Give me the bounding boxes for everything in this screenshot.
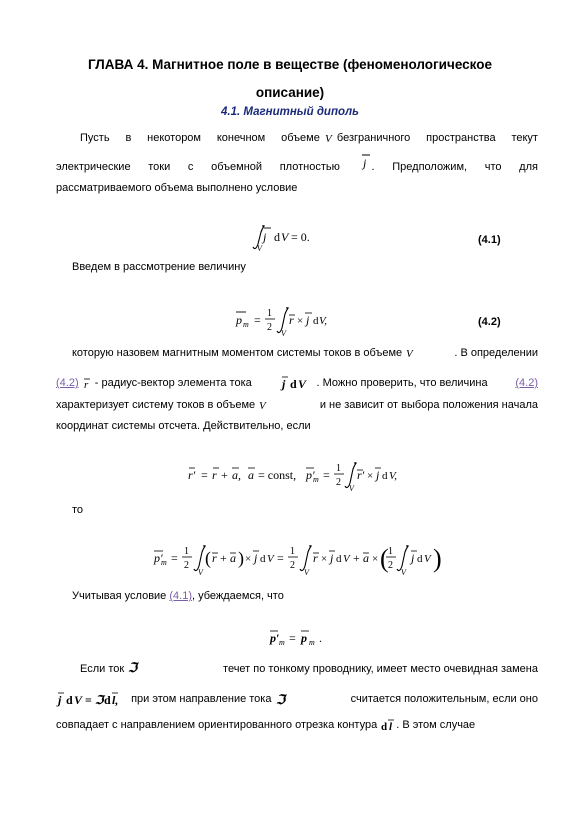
svg-text:j: j — [330, 551, 334, 565]
reference-link-4-2[interactable]: (4.2) — [515, 377, 538, 389]
svg-text:p: p — [236, 313, 242, 327]
svg-text:+: + — [353, 551, 360, 565]
text-run: характеризует систему токов в объеме V — [56, 398, 270, 412]
svg-text:1: 1 — [184, 546, 189, 557]
paragraph-line-3: рассматриваемого объема выполнено условие — [56, 182, 298, 194]
equation-substitution-image — [56, 690, 128, 708]
svg-text:V: V — [74, 693, 83, 707]
svg-text:j: j — [362, 156, 366, 171]
svg-text:1: 1 — [290, 546, 295, 557]
word: с — [187, 161, 194, 173]
svg-text:p′: p′ — [270, 631, 280, 645]
svg-text:+: + — [221, 468, 228, 482]
svg-text:r: r — [83, 379, 88, 391]
symbol-dl-image — [380, 718, 396, 732]
svg-text:a: a — [248, 468, 254, 482]
svg-text:1: 1 — [267, 308, 272, 319]
svg-text:a: a — [363, 551, 369, 565]
svg-text:V: V — [198, 568, 203, 577]
equation-number-4-2: (4.2) — [478, 316, 501, 328]
text-run: j d V = ℑ d l, при этом направление тока ℑ — [56, 690, 287, 708]
svg-text:d: d — [381, 721, 388, 733]
chapter-title-line1: ГЛАВА 4. Магнитное поле в веществе (феноменологическое — [87, 57, 492, 72]
svg-text:d: d — [336, 553, 342, 565]
word: токи — [148, 161, 171, 173]
equation-result-image — [268, 626, 328, 648]
text-run: . В определении — [454, 347, 538, 359]
text-run: течет по тонкому проводнику, имеет место очевидная замена — [223, 663, 538, 675]
equation-4-1-image — [252, 224, 322, 252]
svg-text:=: = — [254, 313, 261, 327]
svg-text:d: d — [417, 553, 423, 565]
paragraph-then: то — [72, 504, 84, 516]
svg-text:m: m — [161, 558, 167, 567]
reference-link-4-2[interactable]: (4.2) — [56, 376, 79, 389]
svg-text:d: d — [104, 693, 111, 707]
word: Предположим, — [392, 161, 468, 173]
svg-text:r: r — [289, 313, 294, 327]
svg-text:ℑ: ℑ — [128, 660, 138, 675]
svg-text:×: × — [367, 470, 374, 482]
symbol-j-image — [358, 152, 372, 172]
svg-text:×: × — [297, 315, 304, 327]
symbol-I-image — [275, 692, 287, 706]
svg-text:×: × — [372, 553, 379, 565]
svg-text:=: = — [289, 631, 296, 645]
text-run: j d V . Можно проверить, что величина — [279, 374, 487, 392]
paragraph-introduce: Введем в рассмотрение величину — [72, 261, 246, 273]
svg-text:j: j — [376, 468, 380, 482]
svg-text:a,: a, — [232, 468, 241, 482]
svg-text:2: 2 — [388, 560, 393, 571]
section-title: 4.1. Магнитный диполь — [221, 106, 359, 118]
svg-text:l,: l, — [112, 693, 119, 707]
svg-text:V: V — [257, 244, 262, 252]
svg-text:=: = — [85, 693, 92, 707]
symbol-V-image — [405, 347, 417, 359]
svg-text:V: V — [281, 329, 286, 338]
svg-text:(: ( — [205, 548, 211, 568]
text-run: (4.2) r - радиус-вектор элемента тока — [56, 376, 252, 391]
svg-text:p′: p′ — [154, 551, 163, 565]
word-with-symbol: объеме V безграничного — [281, 132, 411, 145]
svg-text:V: V — [259, 400, 266, 412]
paragraph-direction — [56, 690, 538, 708]
svg-text:d: d — [66, 693, 73, 707]
word: Пусть — [80, 132, 110, 144]
svg-text:d: d — [290, 377, 298, 391]
paragraph-magnetic-moment — [72, 346, 538, 360]
svg-text:ℑ: ℑ — [95, 693, 104, 707]
equation-number-4-1: (4.1) — [478, 234, 501, 246]
text-run: Если ток ℑ — [80, 662, 139, 676]
symbol-V-image — [258, 399, 270, 411]
word: плотностью — [279, 161, 340, 173]
chapter-title — [60, 51, 520, 107]
svg-text:2: 2 — [184, 560, 189, 571]
svg-text:r: r — [212, 468, 217, 482]
symbol-V-image — [323, 132, 337, 144]
svg-text:.: . — [319, 631, 322, 645]
svg-text:m: m — [313, 475, 319, 484]
paragraph-thin-conductor — [80, 662, 538, 676]
word: текут — [511, 132, 538, 144]
svg-text:= 0.: = 0. — [291, 230, 310, 244]
svg-text:2: 2 — [336, 477, 341, 488]
symbol-I-image — [127, 660, 139, 674]
symbol-jdV-image — [279, 374, 313, 392]
paragraph-considering: Учитывая условие (4.1), убеждаемся, что — [72, 590, 284, 602]
svg-text:d: d — [260, 553, 266, 565]
svg-text:d: d — [382, 470, 388, 482]
svg-text:2: 2 — [267, 322, 272, 333]
paragraph-contour: совпадает с направлением ориентированного отрезка контура d l . В этом случае — [56, 719, 476, 733]
svg-text:1: 1 — [336, 463, 341, 474]
svg-text:V: V — [343, 553, 350, 565]
svg-text:V: V — [281, 230, 289, 244]
paragraph-line-2 — [56, 156, 538, 174]
equation-shift-image — [186, 458, 406, 494]
svg-text:p′: p′ — [306, 468, 315, 482]
paragraph-line-coordinates: координат системы отсчета. Действительно, если — [56, 420, 311, 432]
svg-text:V: V — [267, 553, 274, 565]
svg-text:d: d — [274, 230, 280, 244]
text-run: и не зависит от выбора положения начала — [319, 399, 538, 411]
text-run: считается положительным, если оно — [350, 693, 538, 705]
svg-text:V: V — [406, 348, 413, 360]
svg-text:=: = — [277, 551, 284, 565]
word: что — [484, 161, 502, 173]
svg-text:a: a — [230, 551, 236, 565]
text-run: которую назовем магнитным моментом системы токов в объеме V — [72, 346, 417, 360]
svg-text:j: j — [282, 377, 286, 391]
svg-text:×: × — [321, 553, 328, 565]
svg-text:m: m — [243, 320, 249, 329]
svg-text:V: V — [424, 553, 431, 565]
svg-text:m: m — [309, 638, 315, 647]
svg-text:V: V — [324, 133, 332, 145]
svg-text:1: 1 — [388, 546, 393, 557]
paragraph-line-radius-vector — [56, 374, 538, 392]
word: некотором — [147, 132, 201, 144]
word: электрические — [56, 161, 131, 173]
svg-text:V: V — [304, 568, 309, 577]
svg-text:l: l — [389, 721, 393, 733]
svg-text:V: V — [298, 377, 307, 391]
svg-text:V: V — [349, 484, 354, 493]
svg-text:(: ( — [380, 544, 389, 573]
equation-expansion-image — [152, 538, 442, 580]
svg-text:ℑ: ℑ — [275, 692, 285, 706]
word: объемной — [211, 161, 263, 173]
svg-text:j: j — [306, 313, 310, 327]
svg-text:=: = — [171, 551, 178, 565]
svg-text:r: r — [313, 551, 318, 565]
svg-text:j: j — [254, 551, 258, 565]
svg-text:m: m — [279, 638, 285, 647]
word: конечном — [216, 132, 266, 144]
svg-text:=: = — [323, 468, 330, 482]
paragraph-line-1 — [80, 131, 538, 145]
equation-4-2-image — [234, 302, 334, 338]
word-with-symbol: j . — [358, 160, 375, 174]
svg-text:r′: r′ — [357, 468, 365, 482]
svg-text:+: + — [220, 551, 227, 565]
svg-text:= const,: = const, — [258, 468, 297, 482]
svg-text:): ) — [433, 544, 442, 573]
svg-text:2: 2 — [290, 560, 295, 571]
svg-text:×: × — [245, 553, 252, 565]
paragraph-line-characterizes — [56, 398, 538, 412]
svg-text:=: = — [201, 468, 208, 482]
chapter-title-line2: описание) — [255, 85, 325, 100]
svg-text:V,: V, — [389, 470, 398, 482]
svg-text:r: r — [212, 551, 217, 565]
svg-text:j: j — [58, 693, 62, 707]
reference-link-4-1[interactable]: (4.1) — [169, 590, 192, 602]
svg-text:V: V — [401, 568, 406, 577]
svg-text:V,: V, — [319, 315, 328, 327]
svg-text:d: d — [313, 315, 319, 327]
svg-text:): ) — [238, 548, 244, 568]
svg-text:r′: r′ — [188, 468, 196, 482]
svg-text:p: p — [301, 631, 307, 645]
svg-text:j: j — [411, 551, 415, 565]
word: в — [125, 132, 132, 144]
symbol-r-image — [82, 376, 92, 390]
svg-text:j: j — [263, 230, 267, 244]
word: пространства — [426, 132, 496, 144]
word: для — [519, 161, 538, 173]
